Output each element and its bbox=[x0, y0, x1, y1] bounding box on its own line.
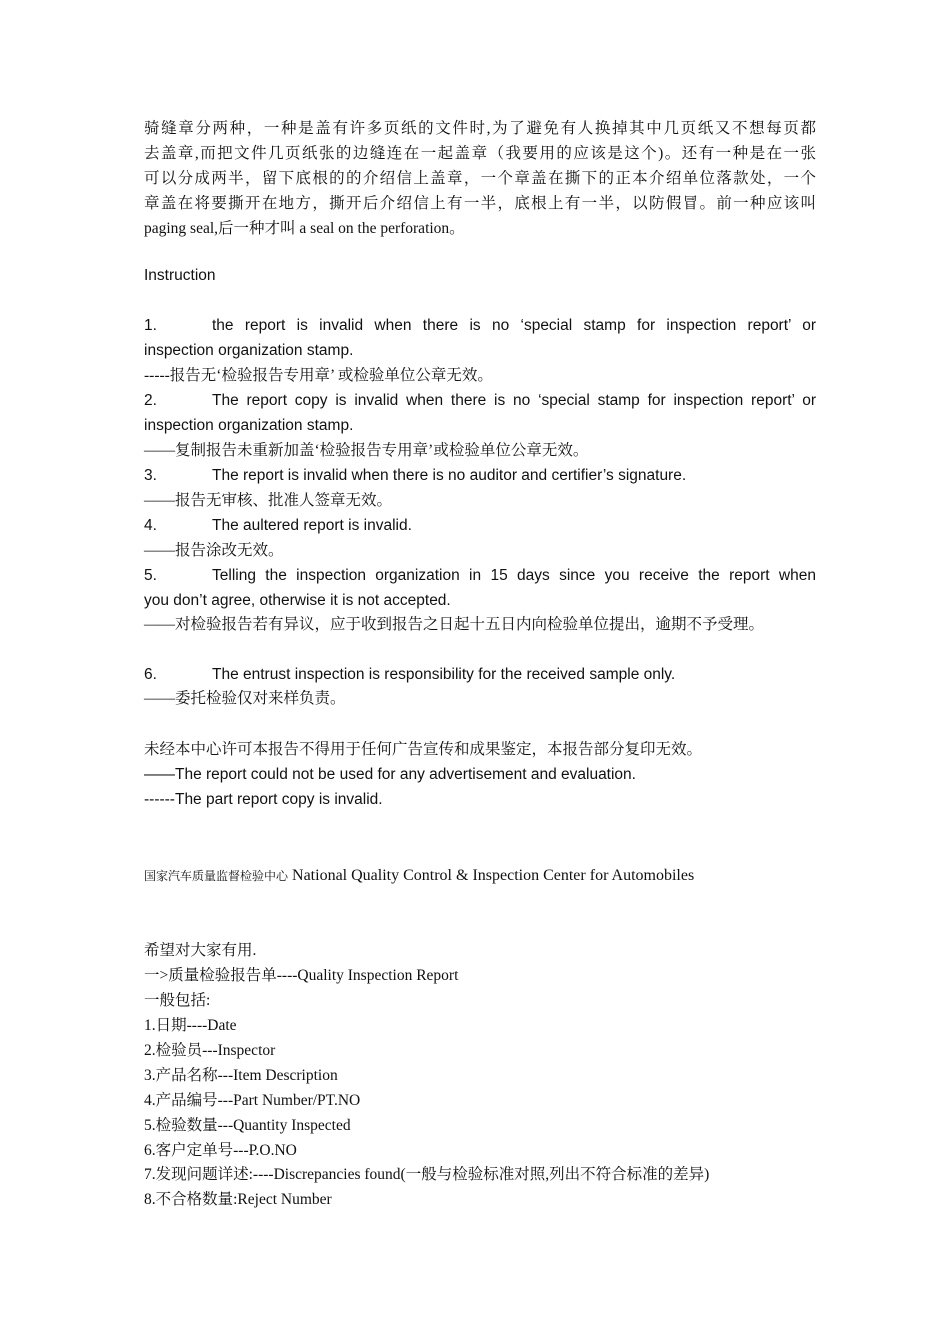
report-item: 6.客户定单号---P.O.NO bbox=[144, 1142, 297, 1159]
instruction-item-3-zh: ——报告无审核、批准人签章无效。 bbox=[144, 492, 393, 509]
item-text: The aultered report is invalid. bbox=[212, 517, 412, 534]
report-item: 8.不合格数量:Reject Number bbox=[144, 1191, 332, 1208]
report-item: 1.日期----Date bbox=[144, 1017, 237, 1034]
item-number: 6. bbox=[144, 666, 157, 683]
item-number: 5. bbox=[144, 567, 157, 584]
report-item: 3.产品名称---Item Description bbox=[144, 1067, 338, 1084]
instruction-item-5-line1 bbox=[144, 563, 816, 588]
report-item: 2.检验员---Inspector bbox=[144, 1042, 276, 1059]
item-text: The report is invalid when there is no auditor and certifier’s signature. bbox=[212, 467, 687, 484]
instruction-item-5-line2: you don’t agree, otherwise it is not accepted. bbox=[144, 592, 451, 609]
report-item: 5.检验数量---Quantity Inspected bbox=[144, 1117, 351, 1134]
report-item: 7.发现问题详述:----Discrepancies found(一般与检验标准对照,列出不符合标准的差异) bbox=[144, 1166, 710, 1183]
instruction-item-2-zh: ——复制报告未重新加盖‘检验报告专用章’或检验单位公章无效。 bbox=[144, 442, 589, 459]
instruction-item-4-zh: ——报告涂改无效。 bbox=[144, 542, 284, 559]
item-text: the report is invalid when there is no ‘special stamp for inspection report’ or bbox=[212, 317, 816, 334]
intro-line: paging seal,后一种才叫 a seal on the perforation。 bbox=[144, 220, 465, 237]
report-general: 一般包括: bbox=[144, 992, 211, 1009]
intro-line: 骑缝章分两种，一种是盖有许多页纸的文件时,为了避免有人换掉其中几页纸又不想每页都 bbox=[144, 120, 816, 137]
item-number: 2. bbox=[144, 392, 157, 409]
instruction-item-1-line1 bbox=[144, 313, 816, 338]
center-name-en: National Quality Control & Inspection Center for Automobiles bbox=[292, 867, 695, 884]
item-number: 4. bbox=[144, 517, 157, 534]
intro-line: 章盖在将要撕开在地方，撕开后介绍信上有一半，底根上有一半，以防假冒。前一种应该叫 bbox=[144, 195, 816, 212]
notice-en-line2: ------The part report copy is invalid. bbox=[144, 791, 383, 808]
instruction-item-3-line1 bbox=[144, 463, 816, 488]
item-text: The entrust inspection is responsibility for the received sample only. bbox=[212, 666, 676, 683]
intro-line: 可以分成两半，留下底根的的介绍信上盖章，一个章盖在撕下的正本介绍单位落款处，一个 bbox=[144, 170, 816, 187]
notice-zh: 未经本中心许可本报告不得用于任何广告宣传和成果鉴定，本报告部分复印无效。 bbox=[144, 741, 703, 758]
item-number: 3. bbox=[144, 467, 157, 484]
intro-paragraph bbox=[144, 116, 816, 241]
instruction-item-1-line2: inspection organization stamp. bbox=[144, 342, 354, 359]
hope-text: 希望对大家有用. bbox=[144, 942, 257, 959]
instruction-heading: Instruction bbox=[144, 267, 216, 284]
center-name bbox=[144, 863, 816, 888]
report-item: 4.产品编号---Part Number/PT.NO bbox=[144, 1092, 361, 1109]
instruction-item-1-zh: -----报告无‘检验报告专用章’ 或检验单位公章无效。 bbox=[144, 367, 493, 384]
instruction-item-5-zh: ——对检验报告若有异议，应于收到报告之日起十五日内向检验单位提出，逾期不予受理。 bbox=[144, 616, 765, 633]
instruction-item-6-line1 bbox=[144, 662, 816, 687]
notice-en-line1: ——The report could not be used for any advertisement and evaluation. bbox=[144, 766, 636, 783]
instruction-item-4-line1 bbox=[144, 513, 816, 538]
center-name-zh: 国家汽车质量监督检验中心 bbox=[144, 869, 289, 883]
item-number: 1. bbox=[144, 317, 157, 334]
item-text: Telling the inspection organization in 15 days since you receive the report when bbox=[212, 567, 816, 584]
instruction-item-2-line1 bbox=[144, 388, 816, 413]
item-text: The report copy is invalid when there is no ‘special stamp for inspection report’ or bbox=[212, 392, 816, 409]
report-title: 一>质量检验报告单----Quality Inspection Report bbox=[144, 967, 459, 984]
instruction-item-2-line2: inspection organization stamp. bbox=[144, 417, 354, 434]
instruction-item-6-zh: ——委托检验仅对来样负责。 bbox=[144, 690, 346, 707]
intro-line: 去盖章,而把文件几页纸张的边缝连在一起盖章（我要用的应该是这个)。还有一种是在一张 bbox=[144, 145, 816, 162]
